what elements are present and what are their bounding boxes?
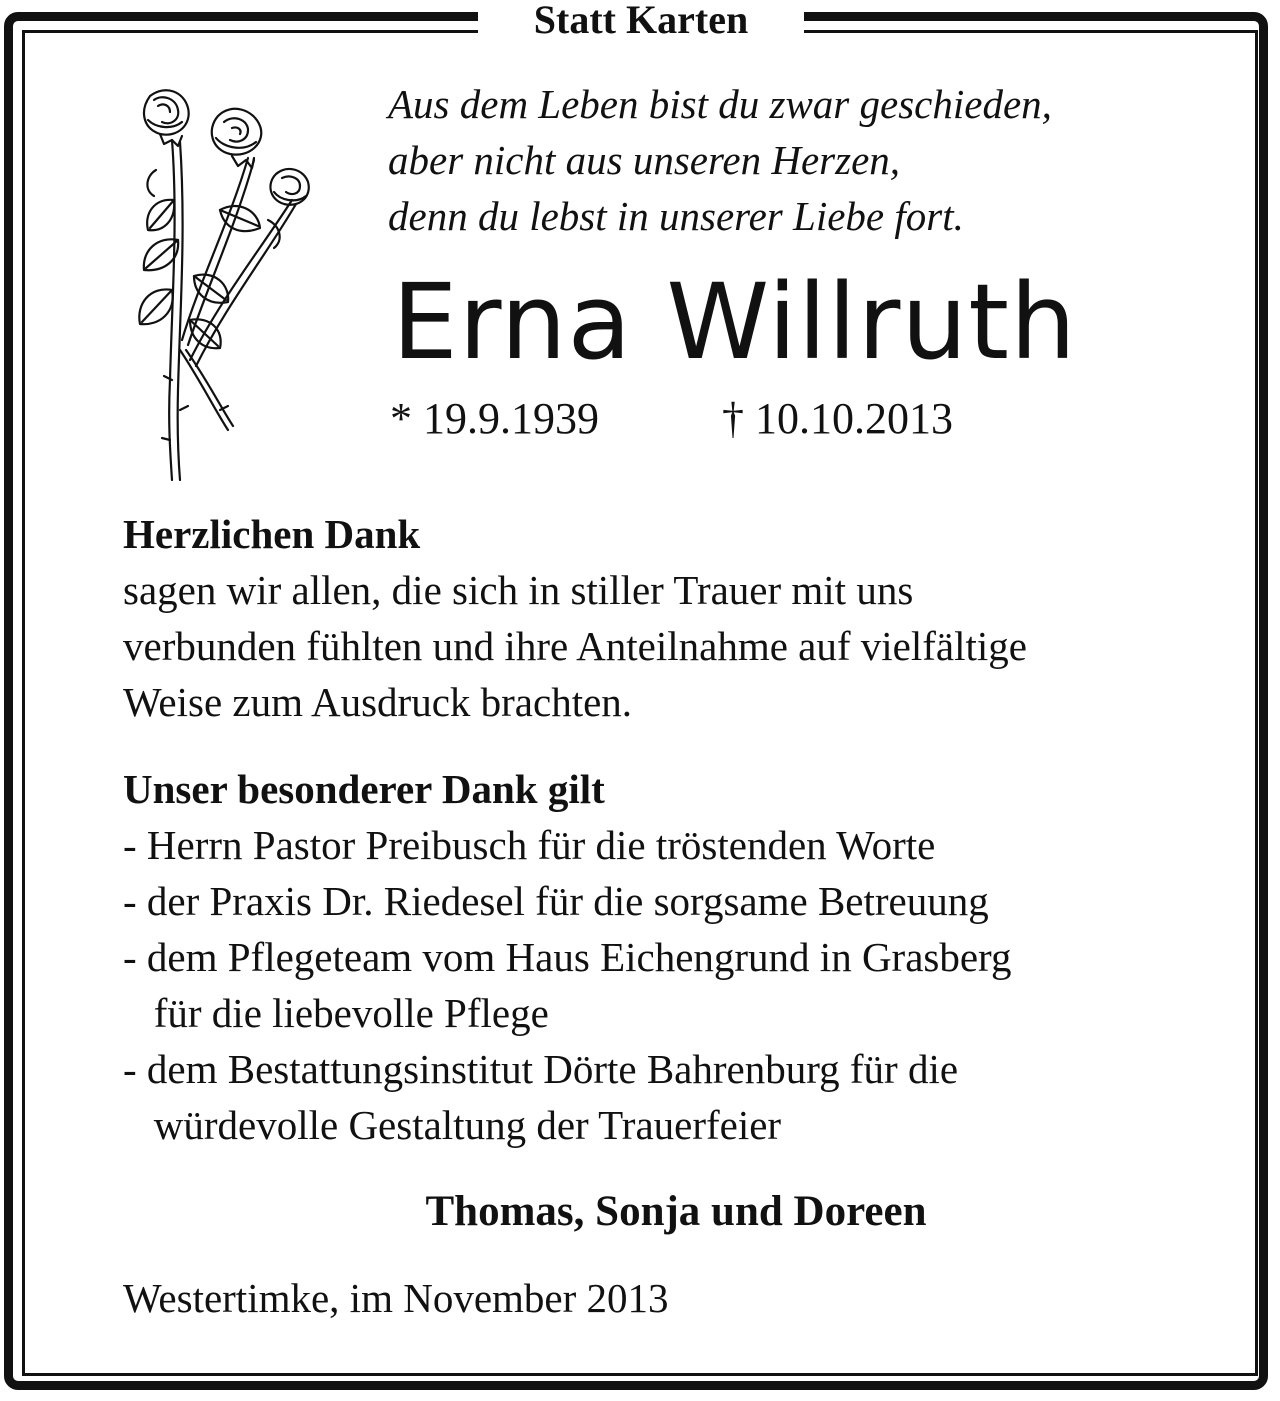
thanks-item: - dem Pflegeteam vom Haus Eichengrund in Grasberg (123, 934, 1012, 980)
family-signature: Thomas, Sonja und Doreen (425, 1188, 927, 1235)
thanks-item: - dem Bestattungsinstitut Dörte Bahrenburg für die (123, 1046, 959, 1092)
birth-date: * 19.9.1939 (390, 394, 599, 443)
motto-line: aber nicht aus unseren Herzen, (388, 137, 901, 183)
gratitude-heading: Herzlichen Dank (123, 511, 421, 557)
special-thanks-list (123, 817, 1011, 1153)
gratitude-text (123, 562, 1027, 730)
thanks-item: - der Praxis Dr. Riedesel für die sorgsame Betreuung (123, 878, 989, 924)
deceased-name: Erna Willruth (392, 261, 1077, 383)
gratitude-line: sagen wir allen, die sich in stiller Trauer mit uns (123, 567, 914, 613)
thanks-item-continuation: würdevolle Gestaltung der Trauerfeier (123, 1102, 782, 1148)
header-label: Statt Karten (533, 0, 749, 42)
memorial-motto (388, 76, 1052, 244)
thanks-item-continuation: für die liebevolle Pflege (123, 990, 549, 1036)
death-date: † 10.10.2013 (722, 394, 953, 443)
motto-line: Aus dem Leben bist du zwar geschieden, (388, 81, 1052, 127)
place-date: Westertimke, im November 2013 (123, 1275, 669, 1321)
thanks-item: - Herrn Pastor Preibusch für die tröstenden Worte (123, 822, 936, 868)
gratitude-line: Weise zum Ausdruck brachten. (123, 679, 633, 725)
gratitude-line: verbunden fühlten und ihre Anteilnahme auf vielfältige (123, 623, 1027, 669)
special-thanks-heading: Unser besonderer Dank gilt (123, 766, 605, 812)
motto-line: denn du lebst in unserer Liebe fort. (388, 193, 964, 239)
roses-icon (120, 80, 320, 485)
